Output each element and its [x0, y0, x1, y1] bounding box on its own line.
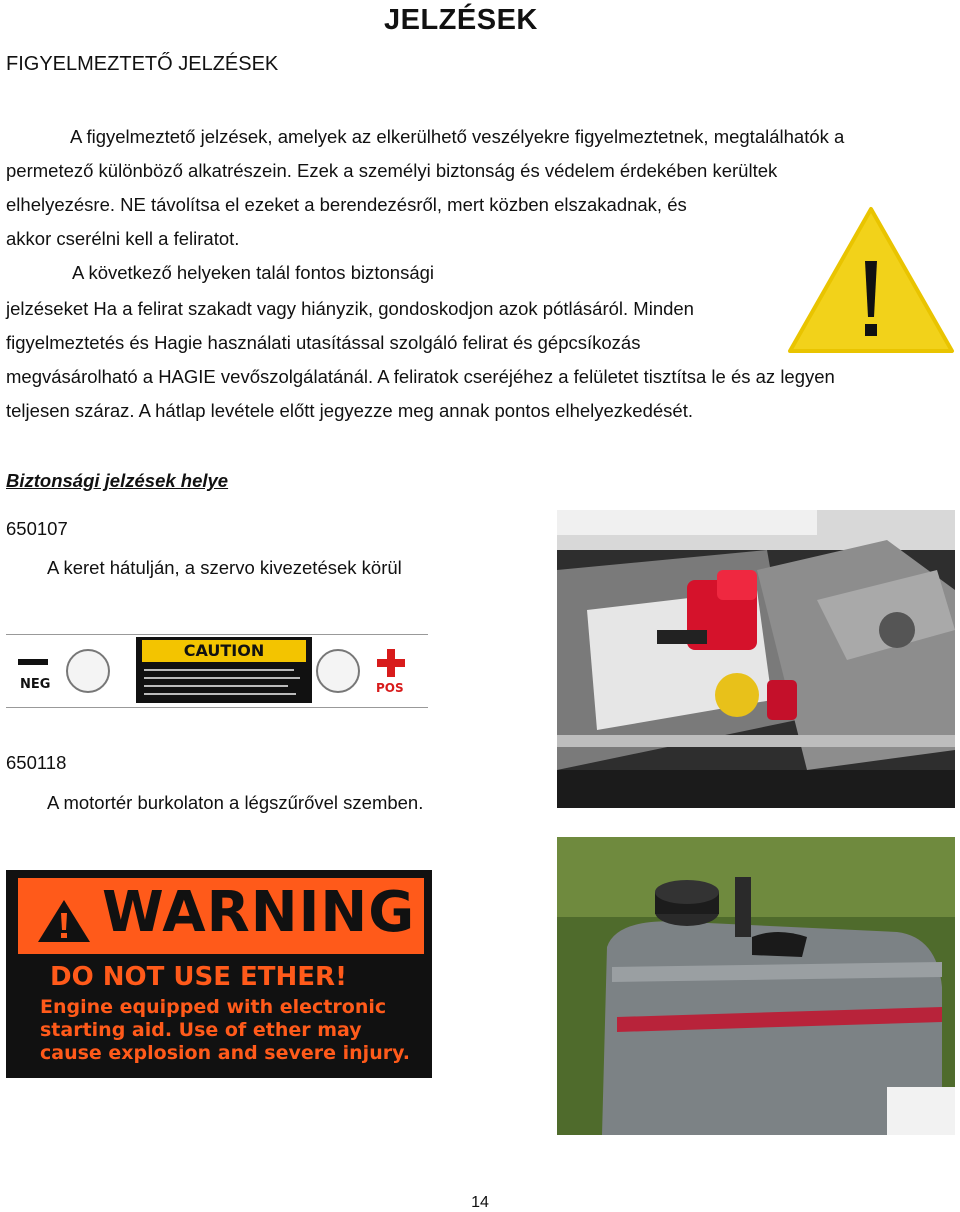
- decal-code: 650107: [6, 518, 68, 539]
- terminal-ring: [316, 649, 360, 693]
- plus-icon: [377, 659, 405, 667]
- frame-photo: [557, 510, 955, 808]
- intro-line: akkor cserélni kell a feliratot.: [6, 228, 240, 249]
- section-heading: Biztonsági jelzések helye: [6, 470, 229, 491]
- intro-line: megvásárolható a HAGIE vevőszolgálatánál. A feliratok cseréjéhez a felületet tisztítsa le és az legyen: [6, 366, 835, 387]
- intro-line: A következő helyeken talál fontos biztonsági: [72, 262, 435, 283]
- warning-subhead: DO NOT USE ETHER!: [50, 962, 347, 992]
- terminal-ring: [66, 649, 110, 693]
- neg-symbol: [18, 659, 48, 665]
- section-title: FIGYELMEZTETŐ JELZÉSEK: [6, 53, 279, 75]
- decal-code: 650118: [6, 752, 67, 773]
- warning-headline: WARNING: [102, 880, 416, 945]
- intro-line: jelzéseket Ha a felirat szakadt vagy hiányzik, gondoskodjon azok pótlásáról. Minden: [6, 298, 694, 319]
- intro-line: elhelyezésre. NE távolítsa el ezeket a berendezésről, mert közben elszakadnak, és: [6, 194, 687, 215]
- engine-photo: [557, 837, 955, 1135]
- warning-header: [18, 878, 424, 954]
- caution-panel: [136, 637, 312, 703]
- warning-body: Engine equipped with electronic starting aid. Use of ether may cause explosion and severe injury.: [40, 996, 410, 1064]
- pos-label: POS: [376, 681, 404, 695]
- intro-line: permetező különböző alkatrészein. Ezek a személyi biztonság és védelem érdekében kerültek: [6, 160, 778, 181]
- page-title: JELZÉSEK: [384, 4, 538, 36]
- caution-label: CAUTION: [142, 640, 306, 662]
- intro-line: figyelmeztetés és Hagie használati utasítással szolgáló felirat és gépcsíkozás: [6, 332, 641, 353]
- page-number: 14: [471, 1194, 489, 1211]
- warning-triangle-icon: [786, 205, 956, 357]
- caution-decal: [6, 634, 428, 708]
- intro-line: A figyelmeztető jelzések, amelyek az elkerülhető veszélyekre figyelmeztetnek, megtalálhatók a: [70, 126, 845, 147]
- neg-label: NEG: [20, 677, 51, 692]
- decal-location: A motortér burkolaton a légszűrővel szemben.: [47, 792, 424, 813]
- intro-line: teljesen száraz. A hátlap levétele előtt jegyezze meg annak pontos elhelyezkedését.: [6, 400, 693, 421]
- warning-decal: [6, 870, 432, 1078]
- warning-triangle-icon: [36, 898, 92, 944]
- decal-location: A keret hátulján, a szervo kivezetések körül: [47, 557, 402, 578]
